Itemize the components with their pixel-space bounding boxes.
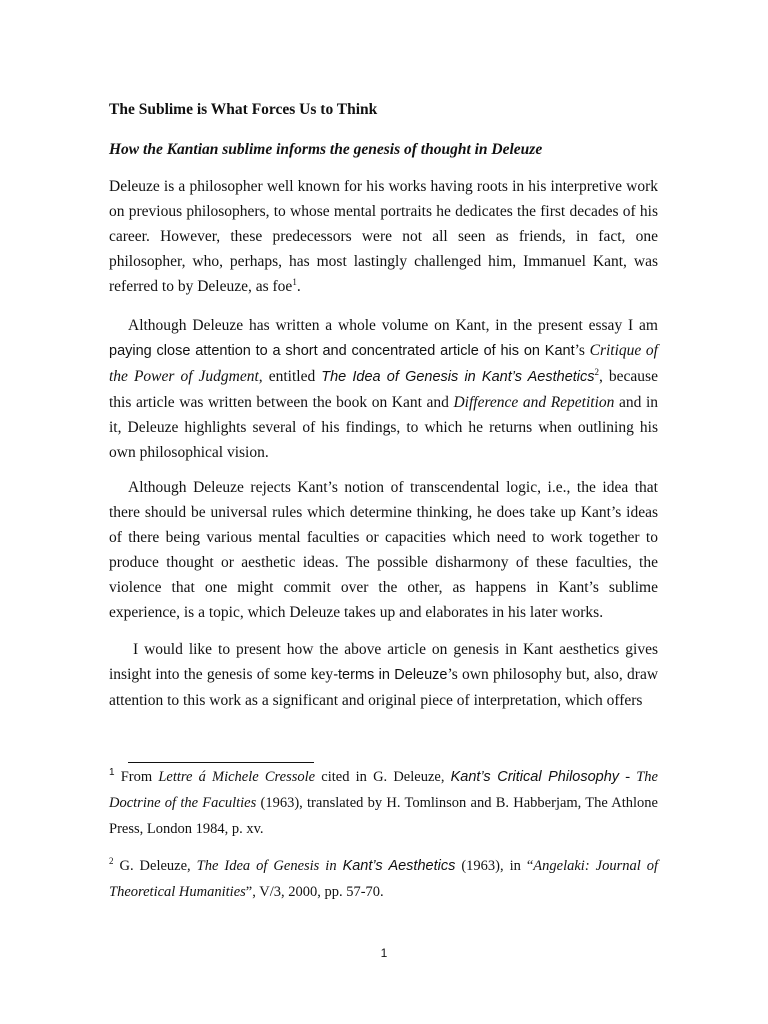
paragraph-2-text-e: entitled: [262, 368, 322, 385]
footnote-1-text-a: From: [114, 769, 159, 785]
doctrine-title: - The Doctrine of the Faculties: [109, 769, 658, 811]
footnote-2-text-a: G. Deleuze,: [113, 858, 197, 874]
difference-repetition-title: Difference and Repetition: [453, 394, 615, 411]
paragraph-4-text-c: ’s own philosophy but, also, draw attention to this work as a significant and original piece of interpretation, which offers: [109, 666, 659, 709]
essay-subtitle: How the Kantian sublime informs the genesis of thought in Deleuze: [109, 141, 543, 158]
kants-aesthetics-title-part: Kant’s Aesthetics: [342, 858, 456, 874]
footnote-2-number: 2: [109, 856, 114, 867]
genesis-title-part: The Idea of Genesis in: [196, 858, 343, 874]
paragraph-1-text: Deleuze is a philosopher well known for his works having roots in his interpretive work on previous philosophers, to whose mental portraits he dedicates the first decades of his career. However, these predecessors were not all seen as friends, in fact, one philosopher, who, perhaps, has most lastingly challenged him, Immanuel Kant, was referred to by Deleuze, as foe: [109, 178, 658, 295]
footnote-ref-1[interactable]: 1: [292, 276, 297, 287]
kants-critical-philosophy-title: Kant’s Critical Philosophy: [450, 769, 620, 785]
footnote-2-text-f: ”, V/3, 2000, pp. 57-70.: [245, 884, 384, 900]
paragraph-2: [109, 313, 658, 465]
paragraph-2-text-b: paying close attention to a short and concentrated article of his on Kant: [109, 343, 575, 359]
paragraph-2-text-a: Although Deleuze has written a whole volume on Kant, in the present essay I am: [128, 317, 658, 334]
paragraph-4-text-b: -terms in Deleuze: [333, 667, 448, 683]
critique-title: Critique of the Power of Judgment,: [109, 342, 658, 385]
footnote-1-text-c: cited in G. Deleuze,: [315, 769, 451, 785]
paragraph-2-text-g: , because this article was written between the book on Kant and: [109, 368, 658, 411]
footnote-2: [109, 853, 658, 905]
footnote-ref-2[interactable]: 2: [594, 366, 600, 377]
paragraph-4-text-a: I would like to present how the above article on genesis in Kant aesthetics gives insight into the genesis of some key: [109, 641, 658, 683]
paragraph-3: Although Deleuze rejects Kant’s notion of transcendental logic, i.e., the idea that there should be universal rules which determine thinking, he does take up Kant’s ideas of there being various mental faculties or capacities which need to work together to produce thought or aesthetic ideas. The possible disharmony of these faculties, the violence that one might commit over the other, as happens in Kant’s sublime experience, is a topic, which Deleuze takes up and elaborates in his later works.: [109, 479, 658, 621]
page-number: 1: [380, 946, 388, 960]
footnote-1: [109, 764, 658, 842]
lettre-title: Lettre á Michele Cressole: [158, 769, 316, 785]
footnote-separator: [128, 762, 314, 763]
paragraph-1-end: .: [296, 278, 301, 295]
idea-of-genesis-title: The Idea of Genesis in Kant’s Aesthetics: [321, 369, 595, 385]
paragraph-4: [109, 637, 658, 713]
paragraph-2-text-c: ’s: [574, 342, 590, 359]
angelaki-title: Angelaki: Journal of Theoretical Humanities: [109, 858, 659, 900]
footnote-1-text-f: (1963), translated by H. Tomlinson and B. Habberjam, The Athlone Press, London 1984, p. xv.: [109, 795, 658, 837]
footnote-1-number: 1: [109, 767, 115, 779]
paragraph-1: [109, 174, 658, 299]
paragraph-2-text-i: and in it, Deleuze highlights several of his findings, to which he returns when outlining his own philosophical vision.: [109, 394, 659, 461]
essay-title: The Sublime is What Forces Us to Think: [109, 101, 378, 118]
footnote-2-text-d: (1963), in “: [455, 858, 534, 874]
